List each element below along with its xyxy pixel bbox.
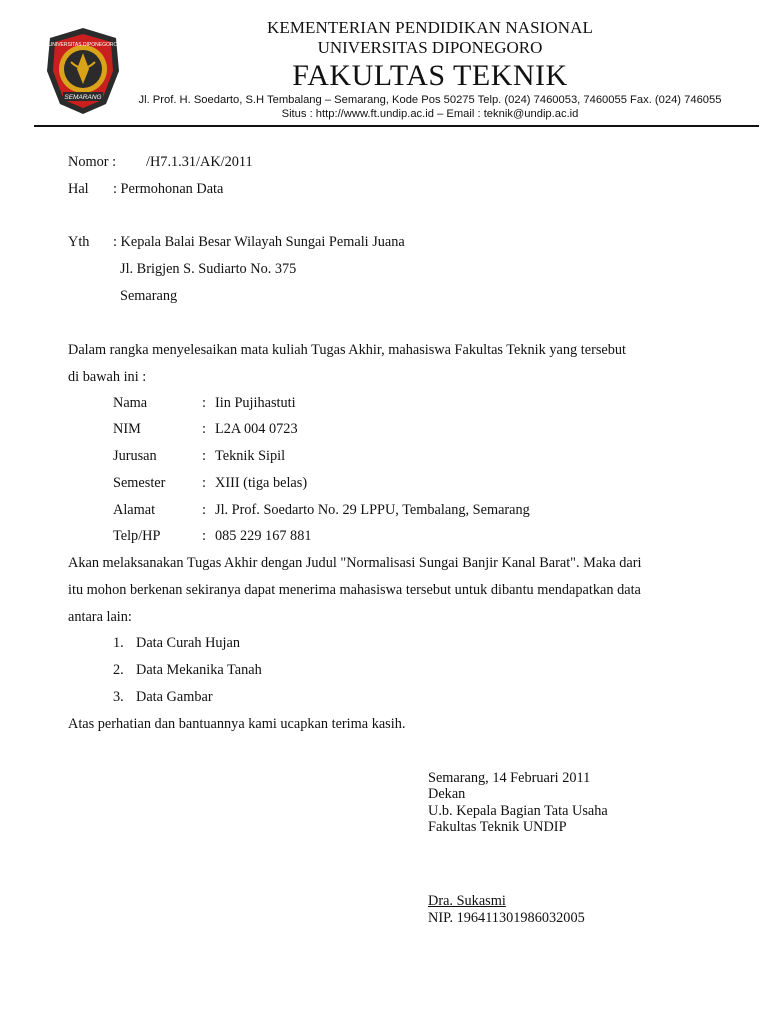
signatory-position-detail: U.b. Kepala Bagian Tata Usaha xyxy=(428,803,608,819)
intro-line-2: di bawah ini : xyxy=(68,369,147,385)
student-phone: 085 229 167 881 xyxy=(215,528,312,544)
student-label: Jurusan xyxy=(113,448,157,464)
university-seal-icon xyxy=(44,26,122,116)
place-date: Semarang, 14 Februari 2011 xyxy=(428,770,591,786)
hal-label: Hal xyxy=(68,181,89,197)
signatory-name: Dra. Sukasmi xyxy=(428,893,506,909)
seal-top-text: UNIVERSITAS DIPONEGORO xyxy=(48,42,118,48)
faculty-name: FAKULTAS TEKNIK xyxy=(292,59,568,92)
signatory-nip: NIP. 196411301986032005 xyxy=(428,910,585,926)
student-label: NIM xyxy=(113,421,141,437)
student-name: Iin Pujihastuti xyxy=(215,395,296,411)
body-line-1: Akan melaksanakan Tugas Akhir dengan Judul "Normalisasi Sungai Banjir Kanal Barat". Maka dari xyxy=(68,555,642,571)
student-colon: : xyxy=(202,395,206,411)
recipient-address: Jl. Brigjen S. Sudiarto No. 375 xyxy=(120,261,297,277)
student-label: Alamat xyxy=(113,502,156,518)
student-label: Semester xyxy=(113,475,166,491)
student-colon: : xyxy=(202,421,206,437)
list-item-number: 3. xyxy=(113,689,124,705)
university-name: UNIVERSITAS DIPONEGORO xyxy=(317,38,543,57)
student-address: Jl. Prof. Soedarto No. 29 LPPU, Tembalang, Semarang xyxy=(215,502,530,518)
student-major: Teknik Sipil xyxy=(215,448,286,464)
signatory-position: Dekan xyxy=(428,786,466,802)
recipient-city: Semarang xyxy=(120,288,178,304)
nomor-label: Nomor : xyxy=(68,154,117,170)
body-line-3: antara lain: xyxy=(68,609,132,625)
student-label: Telp/HP xyxy=(113,528,161,544)
letterhead-divider xyxy=(34,125,759,127)
student-nim: L2A 004 0723 xyxy=(215,421,298,437)
closing-line: Atas perhatian dan bantuannya kami ucapkan terima kasih. xyxy=(68,716,406,732)
student-colon: : xyxy=(202,475,206,491)
student-colon: : xyxy=(202,528,206,544)
list-item: Data Gambar xyxy=(136,689,213,705)
seal-bottom-text: SEMARANG xyxy=(64,94,102,101)
signatory-institution: Fakultas Teknik UNDIP xyxy=(428,819,567,835)
list-item-number: 1. xyxy=(113,635,124,651)
student-colon: : xyxy=(202,502,206,518)
nomor-value: /H7.1.31/AK/2011 xyxy=(146,154,253,170)
student-semester: XIII (tiga belas) xyxy=(215,475,308,491)
hal-value: : Permohonan Data xyxy=(113,181,224,197)
ministry-name: KEMENTERIAN PENDIDIKAN NASIONAL xyxy=(266,18,594,37)
intro-line-1: Dalam rangka menyelesaikan mata kuliah Tugas Akhir, mahasiswa Fakultas Teknik yang tersebut xyxy=(68,342,627,358)
faculty-address: Jl. Prof. H. Soedarto, S.H Tembalang – Semarang, Kode Pos 50275 Telp. (024) 7460053, 7460055 Fax. (024) 746055 xyxy=(138,94,722,106)
list-item: Data Curah Hujan xyxy=(136,635,241,651)
faculty-website: Situs : http://www.ft.undip.ac.id – Email : teknik@undip.ac.id xyxy=(281,108,579,120)
yth-label: Yth xyxy=(68,234,90,250)
student-colon: : xyxy=(202,448,206,464)
recipient-title: : Kepala Balai Besar Wilayah Sungai Pemali Juana xyxy=(113,234,405,250)
list-item-number: 2. xyxy=(113,662,124,678)
list-item: Data Mekanika Tanah xyxy=(136,662,262,678)
body-line-2: itu mohon berkenan sekiranya dapat menerima mahasiswa tersebut untuk dibantu mendapatkan data xyxy=(68,582,641,598)
letterhead xyxy=(130,18,730,121)
student-label: Nama xyxy=(113,395,148,411)
